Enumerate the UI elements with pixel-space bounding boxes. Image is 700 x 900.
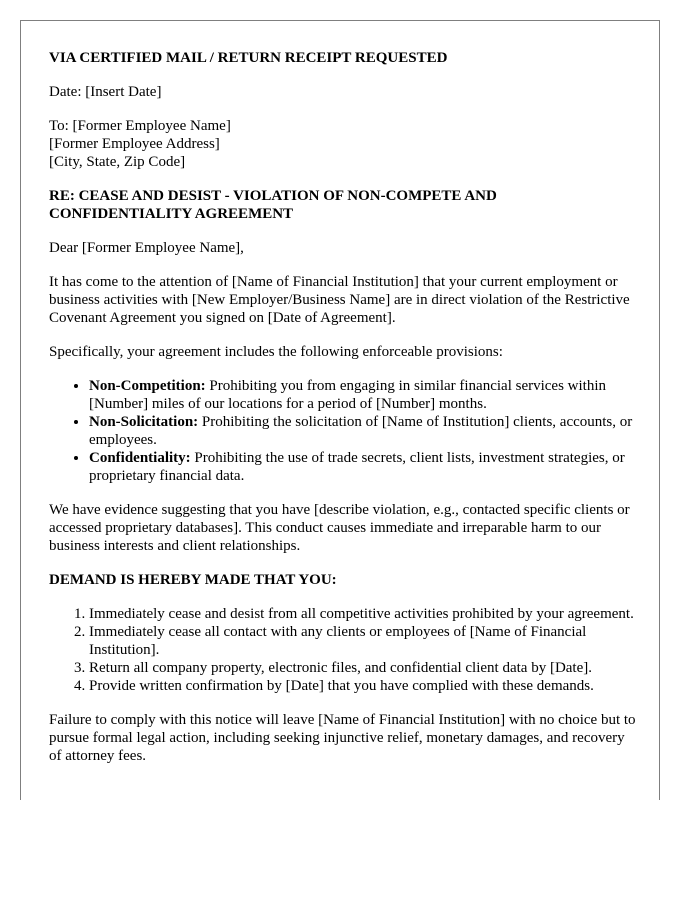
provision-text: Prohibiting you from engaging in similar financial services within [Number] miles of our locations for a period of [Number] months.: [89, 378, 607, 412]
list-item: 2. Immediately cease all contact with any clients or employees of [Name of Financial Institution].: [89, 623, 639, 659]
mailing-notice: VIA CERTIFIED MAIL / RETURN RECEIPT REQUESTED: [49, 50, 448, 66]
provision-term: Non-Competition:: [89, 378, 206, 394]
list-item: 3. Return all company property, electronic files, and confidential client data by [Date].: [89, 659, 639, 677]
paragraph-attention: It has come to the attention of [Name of Financial Institution] that your current employment or business activities with [New Employer/Business Name] are in direct violation of the Restrictive Covenant Agreement you signed on [Date of Agreement].: [49, 274, 630, 326]
address-line-street: [Former Employee Address]: [49, 136, 220, 152]
address-line-city: [City, State, Zip Code]: [49, 154, 186, 170]
recipient-address: [49, 117, 639, 171]
list-item: [89, 413, 639, 449]
provision-text: Prohibiting the use of trade secrets, client lists, investment strategies, or proprietary financial data.: [89, 450, 625, 484]
list-item: 1. Immediately cease and desist from all competitive activities prohibited by your agreement.: [89, 605, 639, 623]
provision-text: Prohibiting the solicitation of [Name of Institution] clients, accounts, or employees.: [89, 414, 633, 448]
list-item: 4. Provide written confirmation by [Date] that you have complied with these demands.: [89, 677, 639, 695]
demands-list: [49, 605, 639, 695]
salutation: Dear [Former Employee Name],: [49, 240, 244, 256]
paragraph-provisions-intro: Specifically, your agreement includes the following enforceable provisions:: [49, 344, 503, 360]
letter-body: [49, 49, 639, 781]
provision-term: Confidentiality:: [89, 450, 191, 466]
subject-line: RE: CEASE AND DESIST - VIOLATION OF NON-COMPETE AND CONFIDENTIALITY AGREEMENT: [49, 188, 497, 222]
provision-term: Non-Solicitation:: [89, 414, 199, 430]
letter-page: [20, 20, 660, 800]
provisions-list: [49, 377, 639, 485]
list-item: [89, 377, 639, 413]
date-line: Date: [Insert Date]: [49, 84, 162, 100]
demand-heading: DEMAND IS HEREBY MADE THAT YOU:: [49, 572, 337, 588]
paragraph-consequences: Failure to comply with this notice will leave [Name of Financial Institution] with no choice but to pursue formal legal action, including seeking injunctive relief, monetary damages, and recovery of attorney fees.: [49, 712, 636, 764]
paragraph-evidence: We have evidence suggesting that you have [describe violation, e.g., contacted specific clients or accessed proprietary databases]. This conduct causes immediate and irreparable harm to our business interests and client relationships.: [49, 502, 630, 554]
address-line-name: To: [Former Employee Name]: [49, 118, 231, 134]
list-item: [89, 449, 639, 485]
